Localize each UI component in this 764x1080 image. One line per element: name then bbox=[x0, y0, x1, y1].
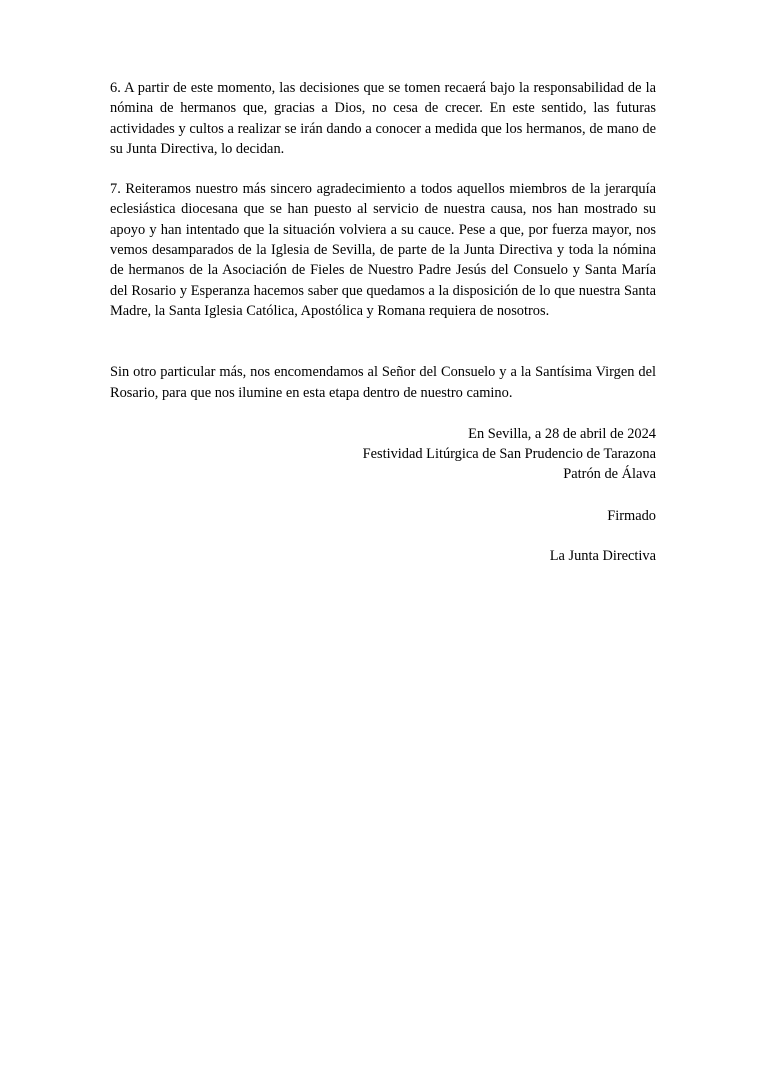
closing-paragraph: Sin otro particular más, nos encomendamos al Señor del Consuelo y a la Santísima Virgen del Rosario, para que nos ilumine en esta etapa dentro de nuestro camino. bbox=[110, 364, 656, 401]
signatory: La Junta Directiva bbox=[549, 548, 656, 565]
place-date: En Sevilla, a 28 de abril de 2024 bbox=[468, 425, 656, 442]
paragraph-6: 6. A partir de este momento, las decisiones que se tomen recaerá bajo la responsabilidad de la nómina de hermanos que, gracias a Dios, no cesa de crecer. En este sentido, las futuras actividades y cultos a realizar se irán dando a conocer a medida que los hermanos, de mano de su Junta Directiva, lo decidan. bbox=[110, 80, 656, 157]
signed-label: Firmado bbox=[607, 507, 656, 524]
document-body bbox=[110, 78, 656, 581]
paragraph-7: 7. Reiteramos nuestro más sincero agradecimiento a todos aquellos miembros de la jerarquía eclesiástica diocesana que se han puesto al servicio de nuestra causa, nos han mostrado su apoyo y han intentado que la situación volviera a su cauce. Pese a que, por fuerza mayor, nos vemos desamparados de la Iglesia de Sevilla, de parte de la Junta Directiva y toda la nómina de hermanos de la Asociación de Fieles de Nuestro Padre Jesús del Consuelo y Santa María del Rosario y Esperanza hacemos saber que quedamos a la disposición de lo que nuestra Santa Madre, la Santa Iglesia Católica, Apostólica y Romana requiera de nosotros. bbox=[110, 181, 656, 319]
date-place-block bbox=[110, 424, 656, 485]
festivity-line: Festividad Litúrgica de San Prudencio de Tarazona bbox=[362, 446, 656, 463]
patron-line: Patrón de Álava bbox=[563, 466, 656, 483]
